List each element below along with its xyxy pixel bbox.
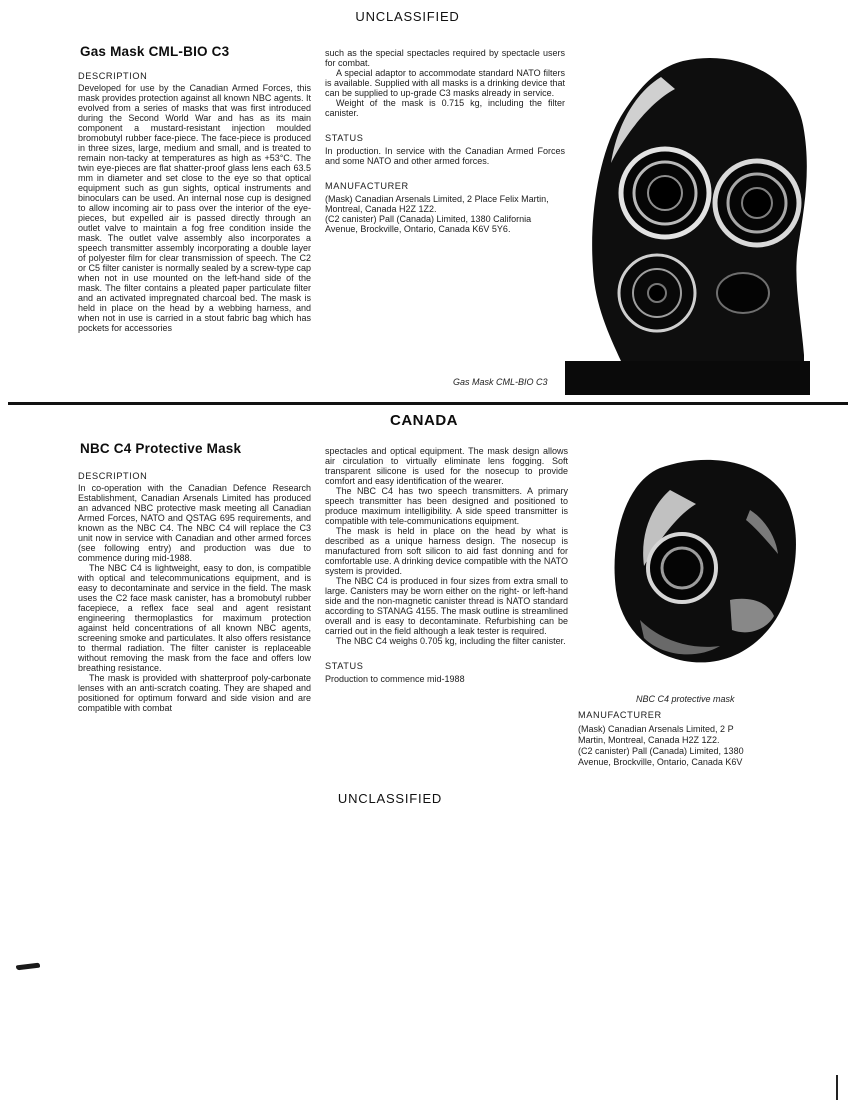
country-heading: CANADA: [390, 412, 458, 429]
article2-manufacturer-block: [578, 710, 848, 768]
article2-photo-caption: NBC C4 protective mask: [636, 694, 735, 704]
article2-col2-paragraph: The NBC C4 weighs 0.705 kg, including the filter canister.: [336, 636, 566, 646]
article2-manufacturer-line: Avenue, Brockville, Ontario, Canada K6V: [578, 757, 743, 767]
article1-manufacturer-line: (C2 canister) Pall (Canada) Limited, 1380 California Avenue, Brockville, Ontario, Canada K6V 5Y6.: [325, 214, 532, 234]
gas-mask-c3-photo: [565, 55, 810, 395]
article2-column2: [325, 446, 568, 684]
article2-col2-paragraph: The NBC C4 is produced in four sizes from extra small to large. Canisters may be worn either on the right- or left-hand side and the non-magnetic canister thread is NATO standard according to STANAG 4155. The mask outline is streamlined overall and is easy to decontaminate. Refurbishing can be carried out in the field although a leak tester is required.: [325, 576, 568, 636]
article2-column1: [78, 483, 311, 713]
article2-col2-paragraph: The mask is held in place on the head by what is described as a unique harness design. The nosecup is manufactured from soft silicon to aid fast donning and for comfortable use. A drinking device compatible with the NATO system is provided.: [325, 526, 568, 576]
article1-col2-paragraph: Weight of the mask is 0.715 kg, including the filter canister.: [325, 98, 565, 118]
section-divider-rule: [8, 402, 848, 405]
article1-column2: [325, 48, 565, 234]
gas-mask-c3-photo-graphic: [565, 55, 810, 395]
article1-status-heading: STATUS: [325, 133, 364, 143]
article1-column1: [78, 83, 311, 333]
article1-description-heading: DESCRIPTION: [78, 71, 148, 81]
article2-manufacturer-line: (C2 canister) Pall (Canada) Limited, 1380: [578, 746, 744, 756]
article2-col2-paragraph: spectacles and optical equipment. The mask design allows air circulation to virtually eliminate lens fogging. Soft transparent silicone is used for the nosecup to provide comfort and easy identification of the wearer.: [325, 446, 568, 486]
article1-col2-paragraph: A special adaptor to accommodate standard NATO filters is available. Supplied with all masks is a drinking device that can be supplied to up-grade C3 masks already in service.: [325, 68, 565, 98]
article2-status-heading: STATUS: [325, 661, 364, 671]
article2-status-text: Production to commence mid-1988: [325, 674, 465, 684]
article1-description-paragraph: Developed for use by the Canadian Armed Forces, this mask provides protection against all known NBC agents. It evolved from a series of masks that was first introduced during the Second World War and has as its main component a mustard-resistant injection moulded bromobutyl rubber face-piece. The face-piece is produced in three sizes, large, medium and small, and is treated to remain non-tacky at temperatures as high as +53°C. The twin eye-pieces are flat shatter-proof glass lens each 63.5 mm in diameter and set close to the eye so that optical equipment such as gun sights, optical instruments and binoculars can be used. An internal nose cup is designed to allow incoming air to pass over the interior of the eye-pieces, but expelled air is passed directly through an outlet valve to maintain a fog free condition inside the mask. The outlet valve assembly also incorporates a speech transmitter assembly incorporating a double layer of polyester film for clear transmission of speech. The C2 or C5 filter canister is normally sealed by a screw-type cap when not in use mounted on the left-hand side of the mask. The filter contains a pleated paper particulate filter and an activated impregnated charcoal bed. The mask is held in place on the head by a webbing harness, and when not in use is carried in a stout fabric bag which has pockets for accessories: [78, 83, 311, 333]
article2-title: NBC C4 Protective Mask: [80, 441, 242, 456]
article2-col2-paragraph: The NBC C4 has two speech transmitters. A primary speech transmitter has been designed and positioned to produce maximum intelligibility. A side speed transmitter is compatible with tele-communications equipment.: [325, 486, 568, 526]
classification-header: UNCLASSIFIED: [355, 9, 460, 24]
classification-footer: UNCLASSIFIED: [337, 791, 443, 806]
article2-col1-paragraph: The NBC C4 is lightweight, easy to don, is compatible with optical and telecommunications equipment, and is easy to decontaminate and service in the field. The mask uses the C2 face mask canister, has a bromobutyl rubber facepiece, a reflex face seal and agent resistant engineering thermoplastics for maximum protection against held concentrations of all known NBC agents, screening smoke and particulates. It also offers resistance to thermal radiation. The filter canister is replaceable without removing the mask from the face and offers low breathing resistance.: [78, 563, 311, 673]
nbc-c4-mask-photo-graphic: [600, 450, 805, 685]
scan-artifact-mark: [16, 963, 40, 971]
article2-col1-paragraph: The mask is provided with shatterproof poly-carbonate lenses with an anti-scratch coating. They are shaped and positioned for optimum forward and side vision and are compatible with combat: [78, 673, 311, 713]
article2-col1-paragraph: In co-operation with the Canadian Defence Research Establishment, Canadian Arsenals Limited has produced an advanced NBC protective mask meeting all Canadian Armed Forces, NATO and QSTAG 695 requirements, and known as the NBC C4. The NBC C4 will replace the C3 unit now in service with Canadian and other armed forces (see following entry) and production was due to commence during mid-1988.: [78, 483, 311, 563]
article1-manufacturer-heading: MANUFACTURER: [325, 181, 409, 191]
article2-manufacturer-heading: MANUFACTURER: [578, 710, 662, 720]
article1-manufacturer-line: (Mask) Canadian Arsenals Limited, 2 Place Felix Martin, Montreal, Canada H2Z 1Z2.: [325, 194, 549, 214]
article2-description-heading: DESCRIPTION: [78, 471, 148, 481]
article1-title: Gas Mask CML-BIO C3: [80, 44, 230, 59]
article1-col2-paragraph: such as the special spectacles required by spectacle users for combat.: [325, 48, 565, 68]
article1-photo-caption: Gas Mask CML-BIO C3: [453, 377, 548, 387]
article2-manufacturer-line: (Mask) Canadian Arsenals Limited, 2 P: [578, 724, 734, 734]
article1-status-text: In production. In service with the Canadian Armed Forces and some NATO and other armed forces.: [325, 146, 565, 166]
article2-manufacturer-line: Martin, Montreal, Canada H2Z 1Z2.: [578, 735, 720, 745]
scan-artifact-corner-line: [836, 1075, 838, 1100]
nbc-c4-mask-photo: [600, 450, 805, 685]
